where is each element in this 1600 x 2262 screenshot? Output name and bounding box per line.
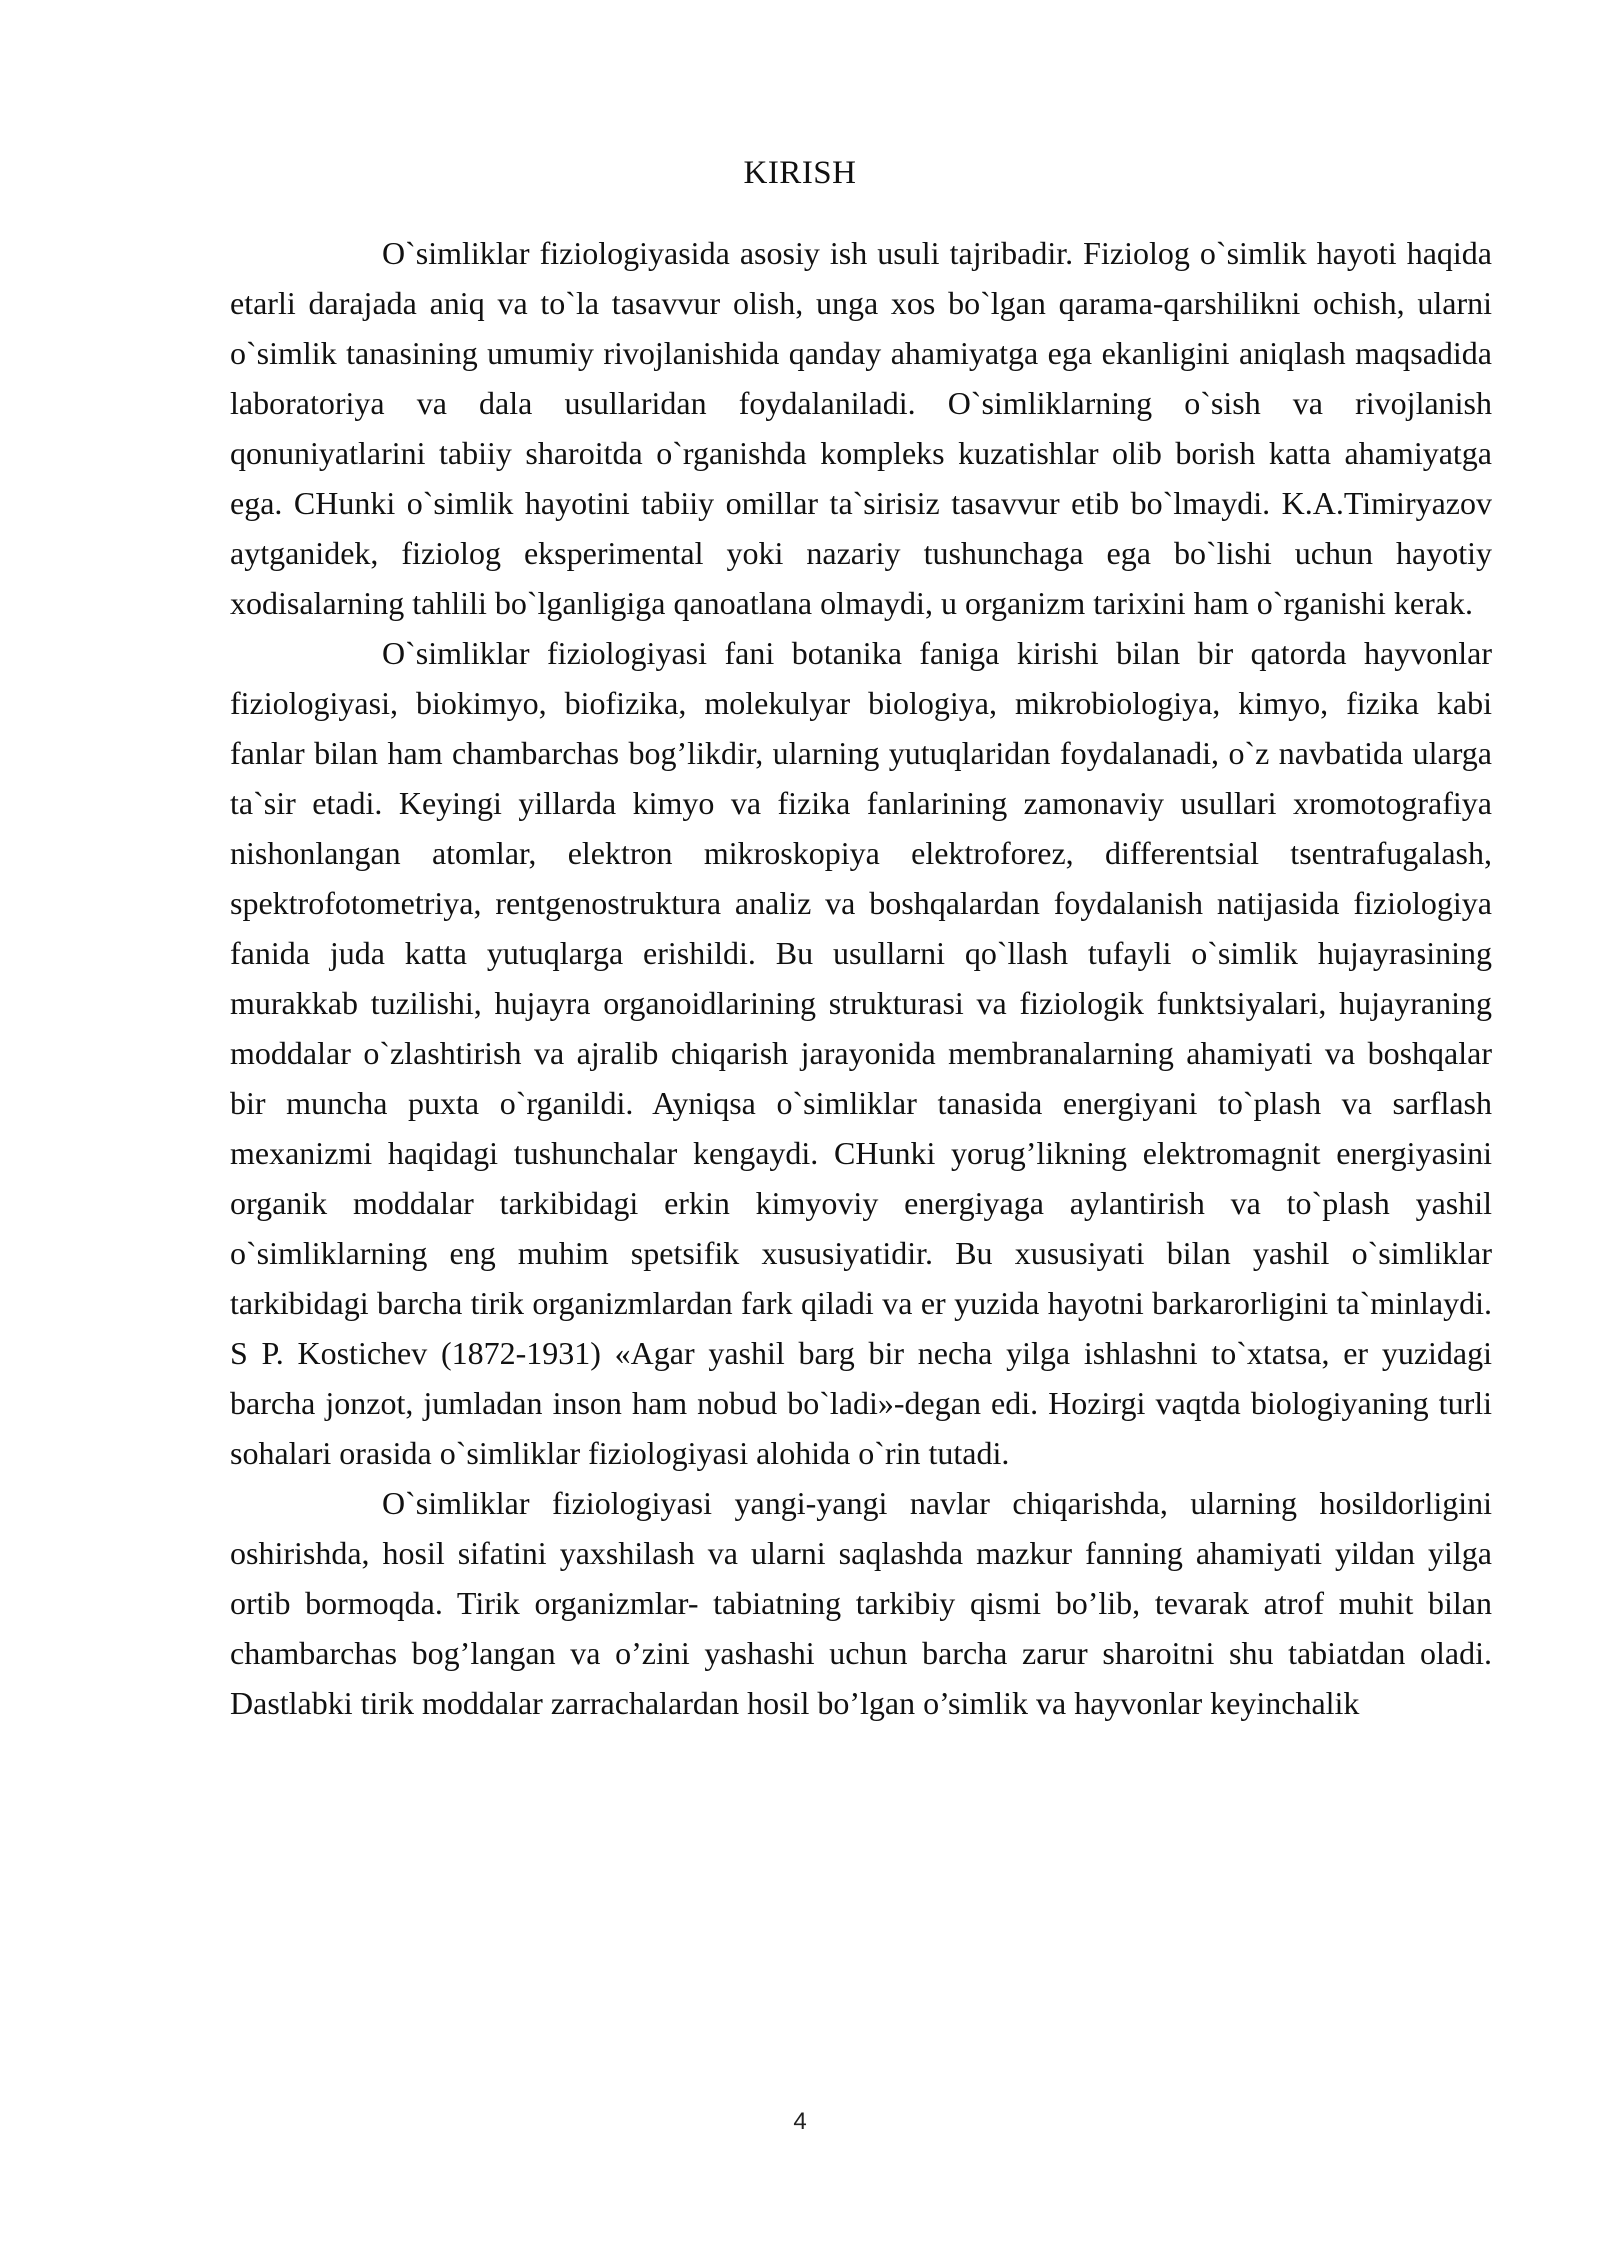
paragraph-2: O`simliklar fiziologiyasi fani botanika faniga kirishi bilan bir qatorda hayvonlar fiziologiyasi, biokimyo, biofizika, molekulyar biologiya, mikrobiologiya, kimyo, fizika kabi fanlar bilan ham chambarchas bog’likdir, ularning yutuqlaridan foydalanadi, o`z navbatida ularga ta`sir etadi. Keyingi yillarda kimyo va fizika fanlarining zamonaviy usullari xromotografiya nishonlangan atomlar, elektron mikroskopiya elektroforez, differentsial tsentrafugalash, spektrofotometriya, rentgenostruktura analiz va boshqalardan foydalanish natijasida fiziologiya fanida juda katta yutuqlarga erishildi. Bu usullarni qo`llash tufayli o`simlik hujayrasining murakkab tuzilishi, hujayra organoidlarining strukturasi va fiziologik funktsiyalari, hujayraning moddalar o`zlashtirish va ajralib chiqarish jarayonida membranalarning ahamiyati va boshqalar bir muncha puxta o`rganildi. Ayniqsa o`simliklar tanasida energiyani to`plash va sarflash mexanizmi haqidagi tushunchalar kengaydi. CHunki yorug’likning elektromagnit energiyasini organik moddalar tarkibidagi erkin kimyoviy energiyaga aylantirish va to`plash yashil o`simliklarning eng muhim spetsifik xususiyatidir. Bu xususiyati bilan yashil o`simliklar tarkibidagi barcha tirik organizmlardan fark qiladi va er yuzida hayotni barkarorligini ta`minlaydi. S P. Kostichev (1872-1931) «Agar yashil barg bir necha yilga ishlashni to`xtatsa, er yuzidagi barcha jonzot, jumladan inson ham nobud bo`ladi»-degan edi. Hozirgi vaqtda biologiyaning turli sohalari orasida o`simliklar fiziologiyasi alohida o`rin tutadi. — [230, 635, 1492, 1471]
paragraph-1: O`simliklar fiziologiyasida asosiy ish usuli tajribadir. Fiziolog o`simlik hayoti haqida etarli darajada aniq va to`la tasavvur olish, unga xos bo`lgan qarama-qarshilikni ochish, ularni o`simlik tanasining umumiy rivojlanishida qanday ahamiyatga ega ekanligini aniqlash maqsadida laboratoriya va dala usullaridan foydalaniladi. O`simliklarning o`sish va rivojlanish qonuniyatlarini tabiiy sharoitda o`rganishda kompleks kuzatishlar olib borish katta ahamiyatga ega. CHunki o`simlik hayotini tabiiy omillar ta`sirisiz tasavvur etib bo`lmaydi. K.A.Timiryazov aytganidek, fiziolog eksperimental yoki nazariy tushunchaga ega bo`lishi uchun hayotiy xodisalarning tahlili bo`lganligiga qanoatlana olmaydi, u organizm tarixini ham o`rganishi kerak. — [230, 235, 1492, 621]
body-text — [230, 228, 1492, 1728]
paragraph-3: O`simliklar fiziologiyasi yangi-yangi navlar chiqarishda, ularning hosildorligini oshirishda, hosil sifatini yaxshilash va ularni saqlashda mazkur fanning ahamiyati yildan yilga ortib bormoqda. Tirik organizmlar- tabiatning tarkibiy qismi bo’lib, tevarak atrof muhit bilan chambarchas bog’langan va o’zini yashashi uchun barcha zarur sharoitni shu tabiatdan oladi. Dastlabki tirik moddalar zarrachalardan hosil bo’lgan o’simlik va hayvonlar keyinchalik — [230, 1485, 1492, 1721]
section-heading: KIRISH — [743, 155, 857, 191]
page-number: 4 — [793, 2108, 807, 2135]
